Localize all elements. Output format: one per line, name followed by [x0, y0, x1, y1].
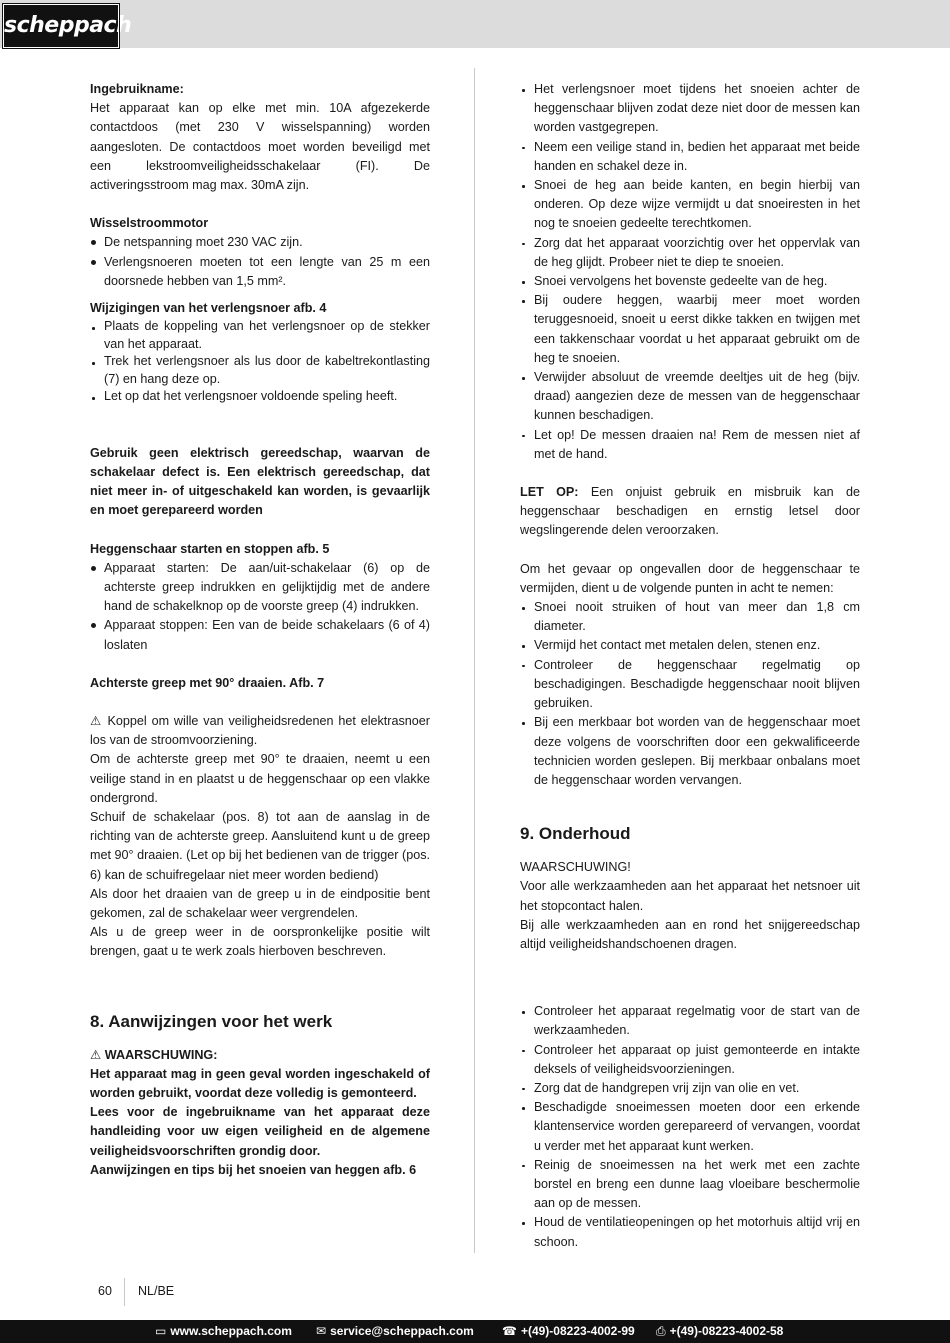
- list-item: Bij een merkbaar bot worden van de heggenschaar moet deze volgens de voorschriften door een gekwalificeerde technicien worden geslepen. Bij merkbaar onbalans moet de heggenschaar worden vervangen.: [520, 713, 860, 790]
- list-item: Reinig de snoeimessen na het werk met een zachte borstel en breng een dunne laag vloeibare beschermolie aan op de messen.: [520, 1156, 860, 1214]
- fax-icon: ⎙: [656, 1324, 666, 1338]
- list-item: Snoei nooit struiken of hout van meer dan 1,8 cm diameter.: [520, 598, 860, 636]
- brand-logo: scheppach: [3, 4, 119, 48]
- list-item: Bij oudere heggen, waarbij meer moet worden teruggesnoeid, snoeit u eerst dikke takken en twijgen met een takkenschaar voordat u het apparaat gebruikt om de heg te snoeien.: [520, 291, 860, 368]
- maintenance-list: [520, 1002, 860, 1252]
- website-link[interactable]: ▭ www.scheppach.com: [155, 1324, 292, 1338]
- section-8-warning-text: Het apparaat mag in geen geval worden ingeschakeld of worden gebruikt, voordat deze volledig is gemonteerd.: [90, 1066, 430, 1101]
- section-9-title: 9. Onderhoud: [520, 824, 631, 844]
- caution-paragraph: LET OP: Een onjuist gebruik en misbruik kan de heggenschaar beschadigen en ernstig letsel door wegslingerende delen veroorzaken.: [520, 485, 860, 538]
- list-item: Verwijder absoluut de vreemde deeltjes uit de heg (bijv. draad) aangezien deze de messen van de heggenschaar kunnen beschadigen.: [520, 368, 860, 426]
- section-8-tips-title: Aanwijzingen en tips bij het snoeien van heggen afb. 6: [90, 1162, 417, 1177]
- computer-icon: ▭: [155, 1324, 167, 1338]
- fax-number: ⎙ +(49)-08223-4002-58: [656, 1324, 784, 1338]
- list-item: Beschadigde snoeimessen moeten door een erkende klantenservice worden gerepareerd of vervangen, voordat u verder met het apparaat kunt werken.: [520, 1098, 860, 1156]
- list-item: Zorg dat de handgrepen vrij zijn van olie en vet.: [520, 1079, 860, 1098]
- motor-title: Wisselstroommotor: [90, 216, 209, 231]
- rotate-grip-p2: Schuif de schakelaar (pos. 8) tot aan de aanslag in de richting van de achterste greep. Aansluitend kunt u de greep met 90° draaien. (Let op bij het bedienen van de trigger (pos. 6) kan de schuifregelaar niet meer worden bediend): [90, 809, 430, 882]
- commissioning-text: Het apparaat kan op elke met min. 10A afgezekerde contactdoos (met 230 V wisselspanning) worden aangesloten. De contactdoos moet worden beveiligd met een lekstroomveiligheidsschakelaar (FI). De activeringsstroom mag max. 30mA zijn.: [90, 101, 430, 193]
- list-item: Het verlengsnoer moet tijdens het snoeien achter de heggenschaar blijven zodat deze niet door de messen kan worden vastgegrepen.: [520, 80, 860, 138]
- rotate-grip-warning: ⚠ Koppel om wille van veiligheidsredenen het elektrasnoer los van de stroomvoorziening.: [90, 713, 430, 748]
- section-8-warning-label: ⚠ WAARSCHUWING:: [90, 1047, 218, 1062]
- column-divider: [474, 68, 475, 1253]
- left-column: [90, 80, 430, 1180]
- extension-cord-list: [90, 318, 430, 406]
- start-stop-title: Heggenschaar starten en stoppen afb. 5: [90, 541, 330, 556]
- hedge-tips-list: [520, 80, 860, 464]
- language-code: NL/BE: [138, 1284, 175, 1298]
- extension-cord-title: Wijzigingen van het verlengsnoer afb. 4: [90, 301, 327, 316]
- warning-icon: ⚠: [90, 1047, 102, 1062]
- list-item: Plaats de koppeling van het verlengsnoer op de stekker van het apparaat.: [90, 318, 430, 353]
- footer-divider: [124, 1278, 125, 1306]
- list-item: Vermijd het contact met metalen delen, stenen enz.: [520, 636, 860, 655]
- list-item: Apparaat stoppen: Een van de beide schakelaars (6 of 4) loslaten: [90, 616, 430, 654]
- email-link[interactable]: ✉ service@scheppach.com: [316, 1324, 474, 1338]
- right-column: [520, 80, 860, 1252]
- phone-icon: ☎: [502, 1324, 517, 1338]
- defect-switch-warning: Gebruik geen elektrisch gereedschap, waarvan de schakelaar defect is. Een elektrisch gereedschap, dat niet meer in- of uitgeschakeld kan worden, is gevaarlijk en moet gerepareerd worden: [90, 445, 430, 518]
- list-item: Controleer het apparaat op juist gemonteerde en intakte deksels of veiligheidsvoorzieningen.: [520, 1041, 860, 1079]
- list-item: Houd de ventilatieopeningen op het motorhuis altijd vrij en schoon.: [520, 1213, 860, 1251]
- list-item: Controleer de heggenschaar regelmatig op beschadigingen. Beschadigde heggenschaar nooit blijven gebruiken.: [520, 656, 860, 714]
- danger-list: [520, 598, 860, 790]
- contact-bar: [0, 1320, 950, 1343]
- phone-number: ☎ +(49)-08223-4002-99: [502, 1324, 635, 1338]
- rotate-grip-p3: Als door het draaien van de greep u in de eindpositie bent gekomen, zal de schakelaar weer vergrendelen.: [90, 886, 430, 920]
- section-9-p1: Voor alle werkzaamheden aan het apparaat het netsnoer uit het stopcontact halen.: [520, 879, 860, 913]
- commissioning-title: Ingebruikname:: [90, 82, 184, 96]
- section-8-title: 8. Aanwijzingen voor het werk: [90, 1011, 333, 1031]
- list-item: De netspanning moet 230 VAC zijn.: [90, 233, 430, 252]
- warning-icon: ⚠: [90, 713, 103, 728]
- danger-intro: Om het gevaar op ongevallen door de heggenschaar te vermijden, dient u de volgende punten in acht te nemen:: [520, 561, 860, 595]
- page-number: 60: [98, 1284, 112, 1298]
- rotate-grip-p1: Om de achterste greep met 90° te draaien, neemt u een veilige stand in en plaatst u de heggenschaar op een vlakke ondergrond.: [90, 752, 430, 805]
- rotate-grip-p4: Als u de greep weer in de oorspronkelijke positie wilt brengen, gaat u te werk zoals hierboven beschreven.: [90, 925, 430, 959]
- start-stop-list: [90, 559, 430, 655]
- list-item: Snoei de heg aan beide kanten, en begin hierbij van onderen. Op deze wijze vermijdt u dat snoeiresten in het nog te snoeien gedeelte terechtkomen.: [520, 176, 860, 234]
- list-item: Zorg dat het apparaat voorzichtig over het oppervlak van de heg glijdt. Probeer niet te diep te snoeien.: [520, 234, 860, 272]
- section-9-p2: Bij alle werkzaamheden aan en rond het snijgereedschap altijd veiligheidshandschoenen dragen.: [520, 917, 860, 951]
- list-item: Apparaat starten: De aan/uit-schakelaar (6) op de achterste greep indrukken en gelijktijdig met de andere hand de schakelknop op de voorste greep (4) indrukken.: [90, 559, 430, 617]
- rotate-grip-title: Achterste greep met 90° draaien. Afb. 7: [90, 675, 325, 690]
- list-item: Verlengsnoeren moeten tot een lengte van 25 m een doorsnede hebben van 1,5 mm².: [90, 253, 430, 291]
- section-9-warning: WAARSCHUWING!: [520, 860, 631, 875]
- caution-label: LET OP:: [520, 485, 579, 500]
- header-bar: [0, 0, 950, 48]
- section-8-read-manual: Lees voor de ingebruikname van het apparaat deze handleiding voor uw eigen veiligheid en de algemene veiligheidsvoorschriften grondig door.: [90, 1105, 430, 1158]
- mail-icon: ✉: [316, 1324, 327, 1338]
- list-item: Let op! De messen draaien na! Rem de messen niet af met de hand.: [520, 426, 860, 464]
- list-item: Controleer het apparaat regelmatig voor de start van de werkzaamheden.: [520, 1002, 860, 1040]
- list-item: Let op dat het verlengsnoer voldoende speling heeft.: [90, 388, 430, 406]
- list-item: Trek het verlengsnoer als lus door de kabeltrekontlasting (7) en hang deze op.: [90, 353, 430, 388]
- motor-list: [90, 233, 430, 291]
- list-item: Neem een veilige stand in, bedien het apparaat met beide handen en schakel deze in.: [520, 138, 860, 176]
- list-item: Snoei vervolgens het bovenste gedeelte van de heg.: [520, 272, 860, 291]
